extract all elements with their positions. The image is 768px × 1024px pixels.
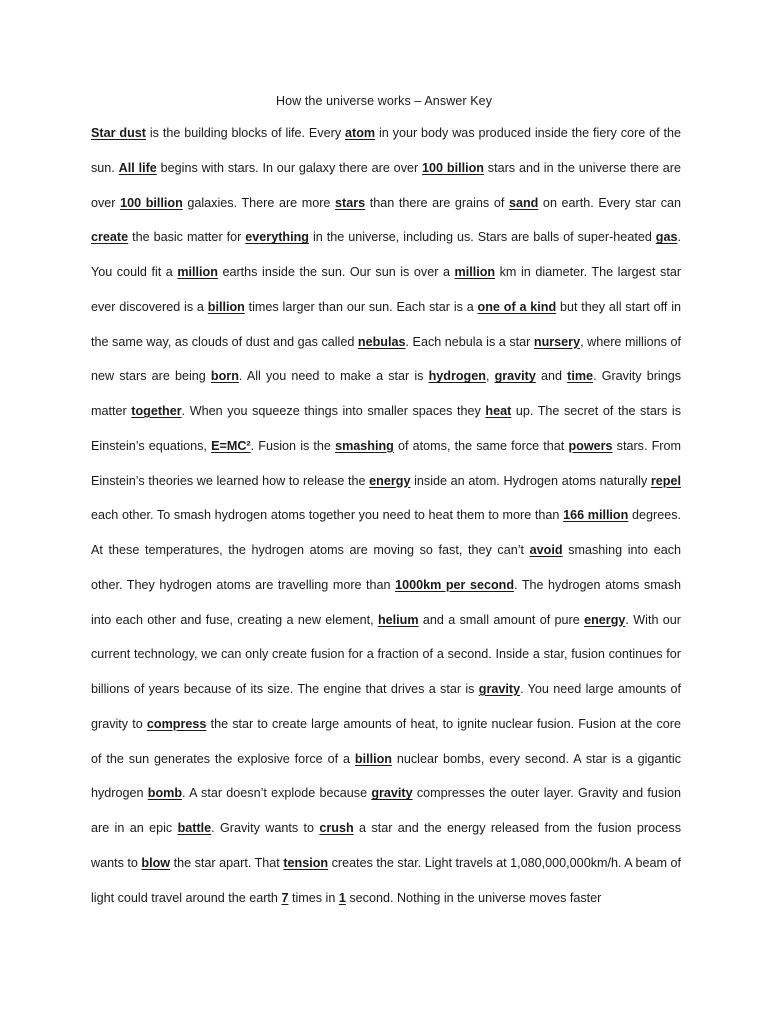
paragraph-text: smashing into each other. They hydrogen atoms are travelling more than bbox=[91, 543, 682, 592]
answer-keyword: compress bbox=[146, 716, 207, 731]
answer-keyword: heat bbox=[485, 404, 512, 418]
paragraph-text: compresses the outer layer. Gravity and fusion are in an epic bbox=[91, 786, 682, 835]
answer-keyword: crush bbox=[319, 821, 354, 835]
answer-keyword: repel bbox=[650, 473, 681, 488]
paragraph-text: up. The secret of the stars is Einstein’s equations, bbox=[91, 404, 681, 453]
paragraph-text: . Gravity wants to bbox=[211, 821, 320, 835]
answer-keyword: billion bbox=[354, 751, 392, 766]
answer-keyword: 1 bbox=[338, 890, 346, 905]
paragraph-text: . All you need to make a star is bbox=[238, 369, 429, 384]
answer-keyword: billion bbox=[207, 299, 245, 314]
paragraph-text: of atoms, the same force that bbox=[393, 438, 569, 453]
answer-keyword: together bbox=[131, 404, 182, 418]
answer-keyword: avoid bbox=[529, 543, 563, 557]
paragraph-text: the basic matter for bbox=[128, 230, 246, 245]
paragraph-text: stars and in the universe there are over bbox=[91, 160, 681, 210]
paragraph-text: in your body was produced inside the fiery core of the sun. bbox=[91, 126, 681, 175]
paragraph-text: degrees. At these temperatures, the hydrogen atoms are moving so fast, they can’t bbox=[91, 508, 682, 557]
paragraph-text: second. Nothing in the universe moves faster bbox=[345, 890, 602, 905]
answer-keyword: everything bbox=[245, 230, 309, 245]
answer-keyword: 166 million bbox=[563, 508, 629, 523]
answer-keyword: nursery bbox=[533, 334, 581, 349]
paragraph-text: inside an atom. Hydrogen atoms naturally bbox=[410, 473, 651, 488]
answer-keyword: energy bbox=[369, 473, 411, 488]
answer-keyword: gravity bbox=[478, 682, 521, 696]
answer-keyword: million bbox=[177, 265, 218, 279]
paragraph-text: times in bbox=[288, 890, 339, 905]
document-title: How the universe works – Answer Key bbox=[275, 94, 493, 108]
answer-keyword: E=MC² bbox=[211, 438, 251, 453]
paragraph-text: earths inside the sun. Our sun is over a bbox=[217, 265, 455, 279]
paragraph-text: times larger than our sun. Each star is a bbox=[244, 299, 478, 314]
answer-keyword: battle bbox=[177, 821, 212, 835]
paragraph-text: . Gravity brings matter bbox=[91, 369, 681, 418]
answer-keyword: time bbox=[567, 369, 594, 384]
paragraph-text: . Fusion is the bbox=[250, 438, 336, 453]
paragraph-text: . When you squeeze things into smaller spaces they bbox=[181, 404, 486, 418]
paragraph-text: . A star doesn’t explode because bbox=[182, 786, 372, 801]
paragraph-text: but they all start off in the same way, as clouds of dust and gas called bbox=[91, 299, 682, 349]
paragraph-text: than there are grains of bbox=[365, 195, 509, 210]
paragraph-text: and a small amount of pure bbox=[418, 612, 585, 627]
answer-keyword: 7 bbox=[281, 890, 289, 905]
answer-keyword: blow bbox=[141, 855, 171, 870]
answer-keyword: powers bbox=[568, 438, 613, 453]
paragraph-text: . Each nebula is a star bbox=[405, 334, 534, 349]
paragraph-text: . With our current technology, we can only create fusion for a fraction of a second. Inside a star, fusion continues for billions of years because of its size. The engine that drives a star is bbox=[91, 612, 682, 696]
paragraph-text: stars. From Einstein’s theories we learned how to release the bbox=[91, 438, 681, 488]
answer-keyword: sand bbox=[508, 195, 539, 210]
answer-keyword: atom bbox=[345, 126, 376, 140]
paragraph-text: , where millions of new stars are being bbox=[91, 334, 681, 384]
answer-keyword: bomb bbox=[147, 786, 183, 801]
paragraph-text: in the universe, including us. Stars are balls of super-heated bbox=[308, 230, 656, 245]
answer-keyword: gravity bbox=[371, 786, 413, 801]
paragraph-text: begins with stars. In our galaxy there are over bbox=[156, 160, 423, 175]
paragraph-text: nuclear bombs, every second. A star is a gigantic hydrogen bbox=[91, 751, 681, 801]
paragraph-text: galaxies. There are more bbox=[182, 195, 336, 210]
paragraph-text: creates the star. Light travels at 1,080,000,000km/h. A beam of light could travel around the earth bbox=[91, 855, 682, 905]
answer-keyword: All life bbox=[118, 160, 157, 175]
answer-keyword: smashing bbox=[335, 438, 394, 453]
answer-keyword: create bbox=[91, 230, 129, 245]
answer-keyword: energy bbox=[584, 612, 626, 627]
answer-keyword: helium bbox=[377, 612, 419, 627]
paragraph-text: and bbox=[535, 369, 568, 384]
answer-keyword: one of a kind bbox=[477, 299, 557, 314]
answer-keyword: 100 billion bbox=[120, 195, 183, 210]
paragraph-text: on earth. Every star can bbox=[538, 195, 682, 210]
answer-keyword: hydrogen bbox=[428, 369, 486, 384]
paragraph-text: the star to create large amounts of heat, to ignite nuclear fusion. Fusion at the core of the sun generates the explosive force of a bbox=[91, 716, 682, 766]
paragraph-text: is the building blocks of life. Every bbox=[145, 126, 345, 140]
paragraph-text: each other. To smash hydrogen atoms together you need to heat them to more than bbox=[91, 508, 564, 523]
paragraph-text: a star and the energy released from the fusion process wants to bbox=[91, 821, 681, 870]
answer-keyword: 100 billion bbox=[422, 160, 484, 175]
paragraph-text: . The hydrogen atoms smash into each other and fuse, creating a new element, bbox=[91, 577, 681, 627]
answer-keyword: nebulas bbox=[357, 334, 406, 349]
answer-keyword: 1000km per second bbox=[395, 577, 515, 592]
paragraph-text: . You could fit a bbox=[91, 230, 681, 279]
paragraph-text: , bbox=[485, 369, 495, 384]
answer-keyword: tension bbox=[283, 855, 329, 870]
answer-keyword: stars bbox=[335, 195, 366, 210]
answer-keyword: gravity bbox=[494, 369, 536, 384]
answer-key-paragraph bbox=[91, 116, 681, 915]
answer-keyword: born bbox=[210, 369, 239, 384]
paragraph-text: km in diameter. The largest star ever discovered is a bbox=[91, 265, 682, 314]
paragraph-text: . You need large amounts of gravity to bbox=[91, 682, 682, 731]
paragraph-text: the star apart. That bbox=[170, 855, 284, 870]
answer-keyword: Star dust bbox=[91, 126, 146, 140]
answer-keyword: gas bbox=[655, 230, 678, 245]
answer-keyword: million bbox=[454, 265, 496, 279]
